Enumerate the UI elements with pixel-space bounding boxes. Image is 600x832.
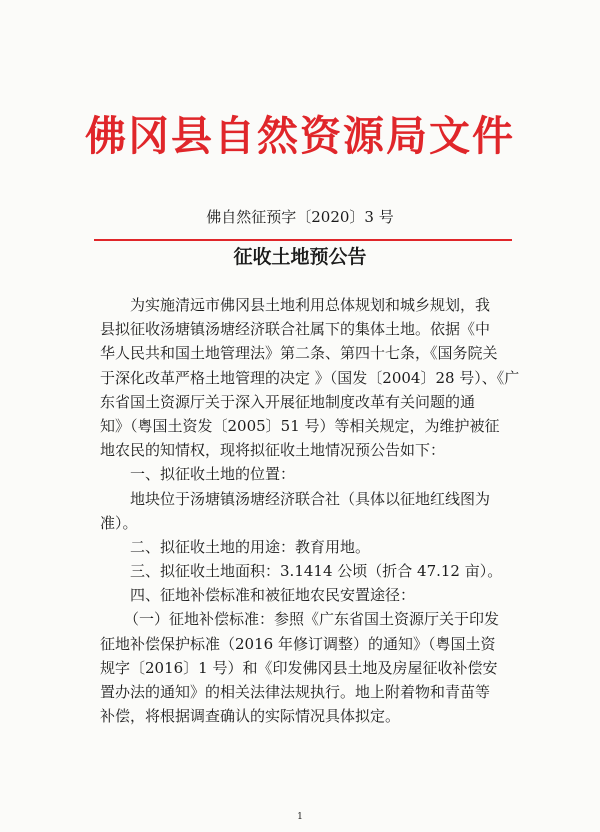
body-line: 准）。 [100,513,138,532]
body-line: 征地补偿保护标准（2016 年修订调整）的通知》（粤国土资 [100,634,496,653]
body-line: 规字〔2016〕1 号）和《印发佛冈县土地及房屋征收补偿安 [100,658,498,677]
body-line: 东省国土资源厅关于深入开展征地制度改革有关问题的通 [100,392,476,411]
body-line: 华人民共和国土地管理法》第二条、第四十七条，《国务院关 [100,344,498,363]
body-line: 置办法的通知》的相关法律法规执行。地上附着物和青苗等 [100,683,491,701]
issuer-title: 佛冈县自然资源局文件 [85,112,515,160]
body-line: 地块位于汤塘镇汤塘经济联合社（具体以征地红线图为 [130,489,491,508]
section-heading: 三、拟征收土地面积：3.1414 公顷（折合 47.12 亩）。 [130,562,503,581]
document-number: 佛自然征预字〔2020〕3 号 [206,208,394,226]
body-line: 补偿，将根据调查确认的实际情况具体拟定。 [100,707,401,726]
notice-title: 征收土地预公告 [233,246,367,268]
body-line: 地农民的知情权，现将拟征收土地情况预公告如下： [100,441,446,460]
subsection-heading: （一）征地补偿标准：参照《广东省国土资源厅关于印发 [124,610,500,629]
section-heading: 一、拟征收土地的位置： [130,465,296,484]
section-heading: 四、征地补偿标准和被征地农民安置途径： [130,586,416,605]
red-divider [94,239,512,241]
notice-body [100,293,520,728]
body-line: 知》（粤国土资发〔2005〕51 号）等相关规定，为维护被征 [100,416,500,435]
body-line: 为实施清远市佛冈县土地利用总体规划和城乡规划，我 [130,296,491,314]
body-line: 县拟征收汤塘镇汤塘经济联合社属下的集体土地。依据《中 [100,320,491,339]
body-line: 于深化改革严格土地管理的决定 》（国发〔2004〕28 号）、《广 [100,368,520,387]
page-number: 1 [297,812,303,822]
section-heading: 二、拟征收土地的用途：教育用地。 [130,537,371,556]
